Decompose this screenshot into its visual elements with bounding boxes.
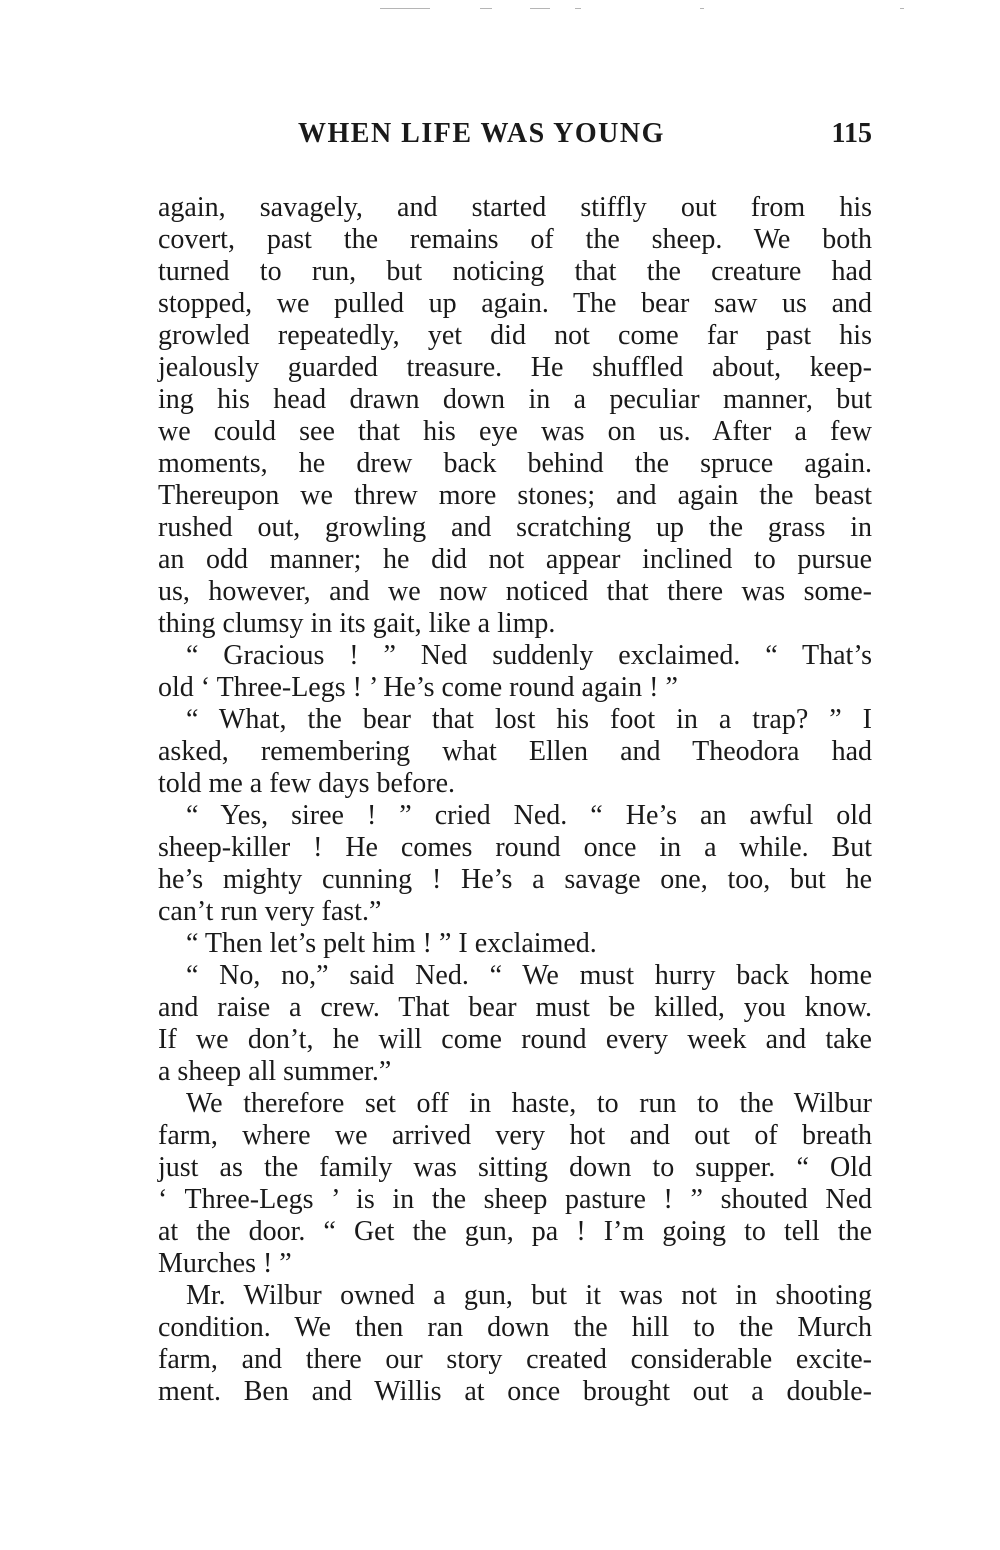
text-line: “ Yes, siree ! ” cried Ned. “ He’s an awful old — [186, 800, 872, 831]
text-line: rushed out, growling and scratching up the grass in — [158, 512, 872, 543]
body-text — [158, 192, 872, 1408]
text-line: stopped, we pulled up again. The bear saw us and — [158, 288, 872, 319]
text-line: he’s mighty cunning ! He’s a savage one, too, but he — [158, 864, 872, 895]
text-line: at the door. “ Get the gun, pa ! I’m going to tell the — [158, 1216, 872, 1247]
text-line: told me a few days before. — [158, 768, 455, 799]
text-line: We therefore set off in haste, to run to the Wilbur — [186, 1088, 872, 1119]
text-line: ment. Ben and Willis at once brought out a double- — [158, 1376, 872, 1407]
text-line: “ Then let’s pelt him ! ” I exclaimed. — [186, 928, 597, 959]
text-line: “ What, the bear that lost his foot in a trap? ” I — [186, 704, 872, 735]
text-line: growled repeatedly, yet did not come far past his — [158, 320, 872, 351]
text-line: sheep-killer ! He comes round once in a while. But — [158, 832, 872, 863]
text-line: old ‘ Three-Legs ! ’ He’s come round again ! ” — [158, 672, 678, 703]
text-line: covert, past the remains of the sheep. We both — [158, 224, 872, 255]
text-line: ‘ Three-Legs ’ is in the sheep pasture ! ” shouted Ned — [158, 1184, 872, 1215]
text-line: a sheep all summer.” — [158, 1056, 392, 1087]
text-line: thing clumsy in its gait, like a limp. — [158, 608, 556, 639]
text-line: and raise a crew. That bear must be killed, you know. — [158, 992, 872, 1023]
text-line: If we don’t, he will come round every week and take — [158, 1024, 872, 1055]
text-line: again, savagely, and started stiffly out from his — [158, 192, 872, 223]
text-line: jealously guarded treasure. He shuffled about, keep- — [158, 352, 872, 383]
text-line: “ Gracious ! ” Ned suddenly exclaimed. “ That’s — [186, 640, 872, 671]
text-line: moments, he drew back behind the spruce again. — [158, 448, 872, 479]
text-line: an odd manner; he did not appear inclined to pursue — [158, 544, 872, 575]
text-line: asked, remembering what Ellen and Theodora had — [158, 736, 872, 767]
text-line: Murches ! ” — [158, 1248, 292, 1279]
text-line: “ No, no,” said Ned. “ We must hurry back home — [186, 960, 872, 991]
text-line: Mr. Wilbur owned a gun, but it was not in shooting — [186, 1280, 872, 1311]
text-line: can’t run very fast.” — [158, 896, 382, 927]
text-line: Thereupon we threw more stones; and again the beast — [158, 480, 872, 511]
text-line: farm, where we arrived very hot and out of breath — [158, 1120, 872, 1151]
running-title: WHEN LIFE WAS YOUNG — [298, 118, 665, 149]
text-line: turned to run, but noticing that the creature had — [158, 256, 872, 287]
text-line: condition. We then ran down the hill to the Murch — [158, 1312, 872, 1343]
page-header — [158, 118, 872, 164]
page-number: 115 — [831, 118, 872, 149]
text-line: us, however, and we now noticed that there was some- — [158, 576, 872, 607]
text-line: ing his head drawn down in a peculiar manner, but — [158, 384, 872, 415]
text-line: farm, and there our story created considerable excite- — [158, 1344, 872, 1375]
text-line: we could see that his eye was on us. After a few — [158, 416, 872, 447]
text-line: just as the family was sitting down to supper. “ Old — [158, 1152, 872, 1183]
